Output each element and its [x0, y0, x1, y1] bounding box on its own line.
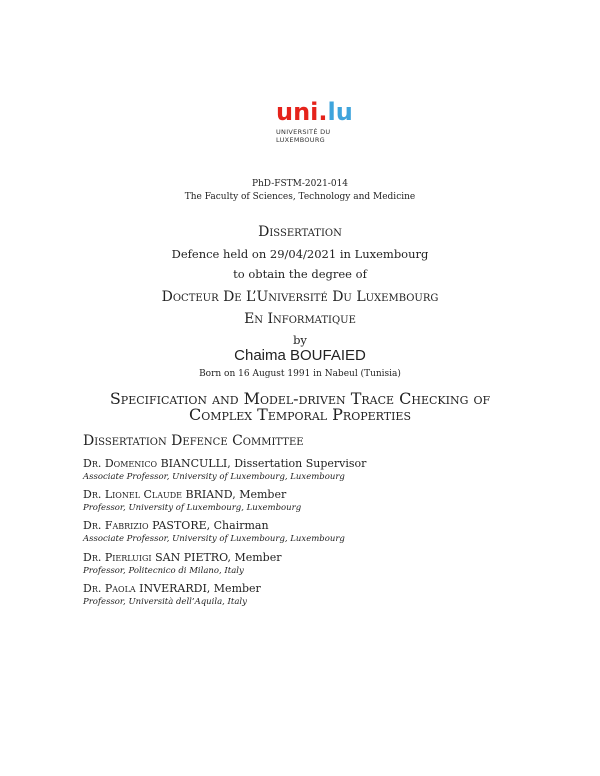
member-prefix: Dr. Fabrizio [83, 519, 149, 533]
member-affiliation: Professor, Politecnico di Milano, Italy [83, 565, 244, 576]
member-prefix: Dr. Lionel Claude [83, 488, 183, 502]
member-role: , Chairman [206, 519, 269, 533]
obtain-text: to obtain the degree of [233, 267, 367, 281]
member-surname: BIANCULLI [160, 457, 228, 470]
logo-line2: LUXEMBOURG [276, 136, 325, 144]
member-role: , Member [227, 550, 282, 564]
member-prefix: Dr. Pierluigi [83, 550, 152, 564]
member-surname: INVERARDI [139, 581, 207, 595]
degree: Docteur De L’Université Du Luxembourg [161, 289, 439, 305]
member-role: , Member [206, 581, 261, 595]
committee-member [83, 519, 269, 532]
logo-mark-right: lu [327, 98, 353, 126]
committee-member [83, 551, 281, 564]
university-logo [276, 98, 353, 152]
member-role: , Member [232, 488, 287, 502]
committee-member [83, 488, 286, 501]
thesis-title-line2: Complex Temporal Properties [188, 405, 411, 424]
logo-mark-left: uni. [276, 98, 328, 126]
member-prefix: Dr. Domenico [83, 457, 158, 470]
author: Chaima BOUFAIED [234, 347, 366, 364]
member-surname: SAN PIETRO [155, 550, 228, 564]
by-text: by [293, 333, 307, 347]
member-affiliation: Professor, Università dell’Aquila, Italy [83, 596, 247, 607]
member-affiliation: Professor, University of Luxembourg, Luxembourg [83, 503, 302, 514]
member-surname: PASTORE [152, 519, 207, 533]
committee-member [83, 582, 261, 595]
member-surname: BRIAND [185, 488, 233, 502]
logo-line1: UNIVERSITÉ DU [276, 128, 331, 136]
thesis-title-line1: Specification and Model-driven Trace Checking of [109, 389, 491, 408]
doc-id: PhD-FSTM-2021-014 [251, 179, 349, 189]
birth-info: Born on 16 August 1991 in Nabeul (Tunisia) [199, 369, 401, 379]
heading: Dissertation [258, 224, 342, 240]
faculty: The Faculty of Sciences, Technology and Medicine [184, 192, 416, 202]
defence-info: Defence held on 29/04/2021 in Luxembourg [171, 247, 429, 261]
member-role: , Dissertation Supervisor [227, 457, 367, 470]
committee-heading: Dissertation Defence Committee [83, 433, 304, 449]
committee-member [83, 457, 366, 470]
field: En Informatique [244, 311, 356, 327]
member-affiliation: Associate Professor, University of Luxembourg, Luxembourg [83, 534, 345, 545]
member-affiliation: Associate Professor, University of Luxembourg, Luxembourg [83, 472, 345, 482]
member-prefix: Dr. Paola [83, 581, 136, 595]
